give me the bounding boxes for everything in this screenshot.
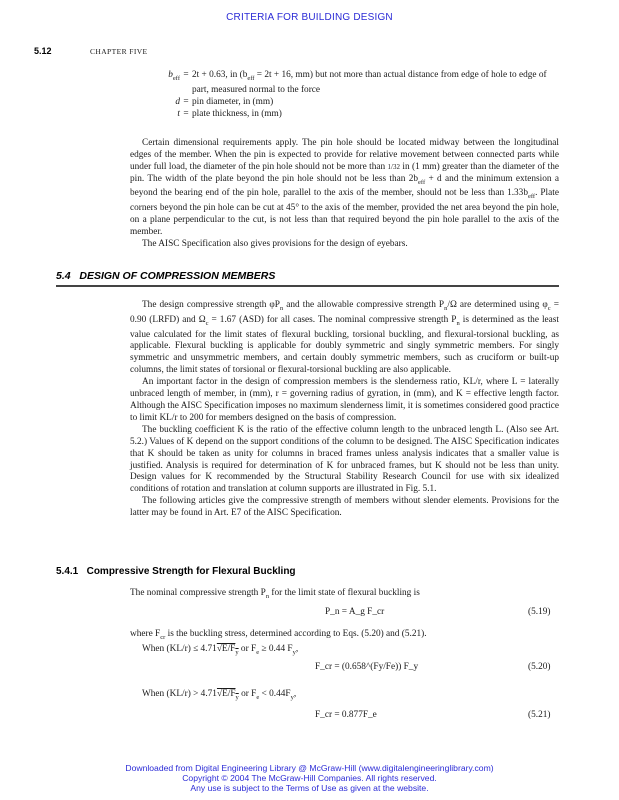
equation-number: (5.21) (528, 710, 551, 720)
equals-sign: = (183, 70, 189, 80)
footer-terms[interactable]: Any use is subject to the Terms of Use as given at the website. (190, 783, 429, 793)
compression-members-text (130, 300, 559, 520)
paragraph: The design compressive strength $\varphi P_n$ and the allowable compressive strength $P_n/\Omega$ are determined using $\varphi_c = 0.90$ (LRFD) and $\Omega_c = 1.67$ (ASD) for all cases. The nominal compressive strength $P_n$ is determined as the least value calculated for the limit states of flexural buckling, torsional buckling, and flexural-torsional buckling, as applicable. Flexural buckling is applicable for doubly symmetric and singly symmetric members. For singly symmetric and unsymmetric members, and certain doubly symmetric members, such as cruciform or built-up columns, the limit states of torsional or flexural-torsional buckling are also applicable. (130, 300, 560, 376)
footer-copyright: Copyright © 2004 The McGraw-Hill Companies. All rights reserved. (182, 773, 437, 783)
definition-row (120, 109, 560, 121)
page-number: 5.12 (34, 46, 52, 56)
equation-5-20: F_cr = (0.658^(Fy/Fe)) F_y (315, 662, 419, 672)
paragraph: where $F_{cr}$ is the buckling stress, determined according to Eqs. (5.20) and (5.21). (130, 629, 427, 641)
paragraph: The buckling coefficient K is the ratio of the effective column length to the unbraced length L. (Also see Art. 5.2.) Values of K depend on the support conditions of the column to be designed. The AISC Specification indicates that K should be taken as unity for columns in braced frames unless analysis indicates that a smaller value is justified. Analysis is required for determination of K for unbraced frames, but K should not be less than unity. Design values for K recommended by the Structural Stability Research Council for use with six idealized conditions of rotation and translation at column supports are illustrated in Fig. 5.1. (130, 424, 559, 495)
section-heading: 5.4 DESIGN OF COMPRESSION MEMBERS (56, 270, 276, 282)
flexural-buckling-intro (130, 588, 559, 603)
chapter-label: CHAPTER FIVE (90, 47, 148, 56)
definition-symbol: d (175, 96, 180, 107)
definition-symbol: $b_{eff}$ (168, 70, 180, 82)
definition-row (120, 70, 560, 97)
criteria-banner: CRITERIA FOR BUILDING DESIGN (226, 12, 393, 23)
definitions-list (120, 70, 560, 120)
equals-sign: = (183, 108, 189, 119)
definition-text: plate thickness, in (mm) (192, 108, 282, 119)
subsection-heading: 5.4.1 Compressive Strength for Flexural Buckling (56, 566, 296, 577)
condition-2-text (130, 689, 559, 704)
condition-1: When $(KL/r) \le 4.71√E/F_y$ or $F_e \ge 0.44$ $F_y$, (142, 643, 299, 656)
equation-number: (5.19) (528, 607, 551, 617)
paragraph: The following articles give the compressive strength of members without slender elements. Provisions for the latter may be found in Art. E7 of the AISC Specification. (130, 496, 559, 519)
definition-text: 2t + 0.63, in ($b_{eff} = 2t + 16$, mm) but not more than actual distance from edge of hole to edge of part, measured normal to the force (192, 70, 547, 95)
equals-sign: = (183, 96, 189, 107)
equation-number: (5.20) (528, 662, 551, 672)
footer-download-notice[interactable]: Downloaded from Digital Engineering Library @ McGraw-Hill (www.digitalengineeringlibrary.com) (125, 763, 494, 773)
section-rule (56, 285, 559, 287)
paragraph: The AISC Specification also gives provisions for the design of eyebars. (142, 238, 408, 249)
paragraph: Certain dimensional requirements apply. The pin hole should be located midway between the longitudinal edges of the member. When the pin is expected to provide for relative movement between connected parts while under full load, the diameter of the pin hole should not be more than 1/32 in (1 mm) greater than the diameter of the pin. The width of the plate beyond the pin hole should not be less than $2b_{eff} + d$ and the minimum extension a beyond the bearing end of the pin hole, parallel to the axis of the member, should not be less than $1.33b_{eff}$. Plate corners beyond the pin hole can be cut at 45° to the axis of the member, provided the net area beyond the pin hole, on a plane perpendicular to the cut, is not less than that required beyond the pin hole parallel to the axis of the member. (130, 138, 560, 238)
condition-2: When $(KL/r) > 4.71√E/F_y$ or $F_e < 0.44F_y$, (142, 689, 297, 701)
equation-5-19: P_n = A_g F_cr (325, 607, 385, 617)
buckling-stress-text (130, 629, 559, 659)
definition-row (120, 97, 560, 109)
equation-5-21: F_cr = 0.877F_e (315, 710, 377, 720)
definition-text: pin diameter, in (mm) (192, 96, 274, 107)
pin-requirements-text (130, 138, 559, 251)
paragraph: The nominal compressive strength $P_n$ for the limit state of flexural buckling is (130, 588, 420, 600)
definition-symbol: t (177, 108, 180, 119)
paragraph: An important factor in the design of compression members is the slenderness ratio, KL/r, where L = laterally unbraced length of member, in (mm), r = governing radius of gyration, in (mm), and K = effective length factor. Although the AISC Specification imposes no maximum slenderness limit, it is sometimes considered good practice to limit KL/r to 200 for members designed on the basis of compression. (130, 377, 559, 423)
